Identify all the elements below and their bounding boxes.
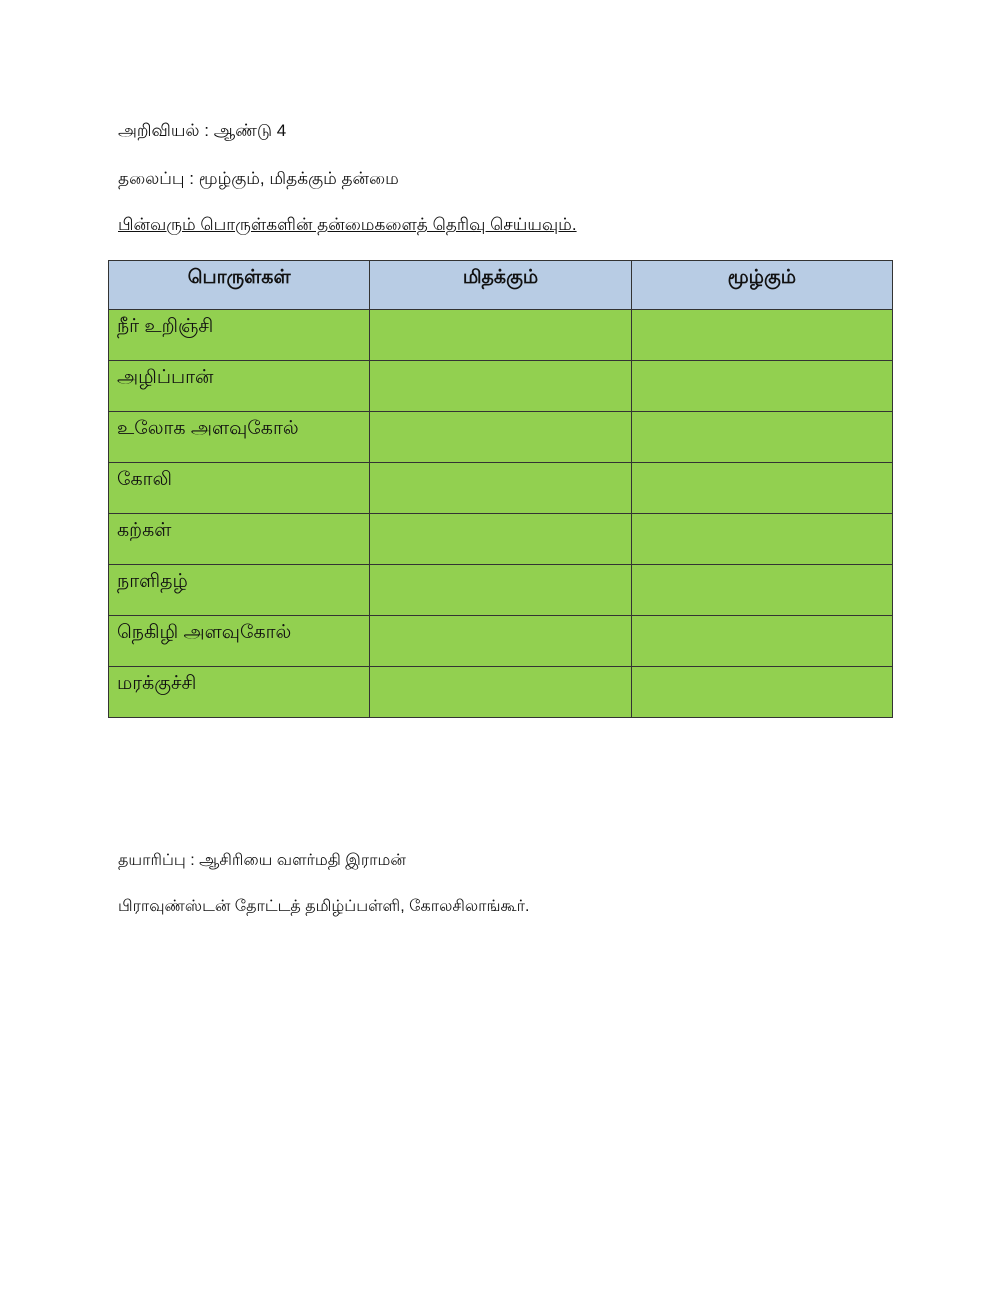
header-floats: மிதக்கும் <box>370 261 631 310</box>
header-sinks: மூழ்கும் <box>631 261 892 310</box>
sinks-cell[interactable] <box>631 514 892 565</box>
table-row <box>109 514 893 565</box>
item-cell: நெகிழி அளவுகோல் <box>109 616 370 667</box>
floats-cell[interactable] <box>370 412 631 463</box>
sinks-cell[interactable] <box>631 565 892 616</box>
floats-cell[interactable] <box>370 565 631 616</box>
worksheet-table <box>108 260 893 718</box>
table-row <box>109 616 893 667</box>
subject-line: அறிவியல் : ஆண்டு 4 <box>118 121 287 140</box>
floats-cell[interactable] <box>370 361 631 412</box>
item-cell: கற்கள் <box>109 514 370 565</box>
school-name: பிராவுண்ஸ்டன் தோட்டத் தமிழ்ப்பள்ளி, கோலசிலாங்கூர். <box>118 898 530 915</box>
floats-cell[interactable] <box>370 514 631 565</box>
sinks-cell[interactable] <box>631 616 892 667</box>
table-row <box>109 310 893 361</box>
table-row <box>109 667 893 718</box>
table-row <box>109 463 893 514</box>
sinks-cell[interactable] <box>631 667 892 718</box>
item-cell: உலோக அளவுகோல் <box>109 412 370 463</box>
instruction: பின்வரும் பொருள்களின் தன்மைகளைத் தெரிவு செய்யவும். <box>118 215 577 234</box>
table-row <box>109 361 893 412</box>
sinks-cell[interactable] <box>631 310 892 361</box>
floats-cell[interactable] <box>370 463 631 514</box>
prepared-by: தயாரிப்பு : ஆசிரியை வளர்மதி இராமன் <box>118 852 406 869</box>
floats-cell[interactable] <box>370 616 631 667</box>
header-items: பொருள்கள் <box>109 261 370 310</box>
table-row <box>109 412 893 463</box>
table-header-row <box>109 261 893 310</box>
item-cell: கோலி <box>109 463 370 514</box>
table-row <box>109 565 893 616</box>
item-cell: நீர் உறிஞ்சி <box>109 310 370 361</box>
sinks-cell[interactable] <box>631 361 892 412</box>
floats-cell[interactable] <box>370 310 631 361</box>
item-cell: மரக்குச்சி <box>109 667 370 718</box>
item-cell: நாளிதழ் <box>109 565 370 616</box>
sinks-cell[interactable] <box>631 463 892 514</box>
floats-cell[interactable] <box>370 667 631 718</box>
topic-line: தலைப்பு : மூழ்கும், மிதக்கும் தன்மை <box>118 169 399 188</box>
sinks-cell[interactable] <box>631 412 892 463</box>
item-cell: அழிப்பான் <box>109 361 370 412</box>
